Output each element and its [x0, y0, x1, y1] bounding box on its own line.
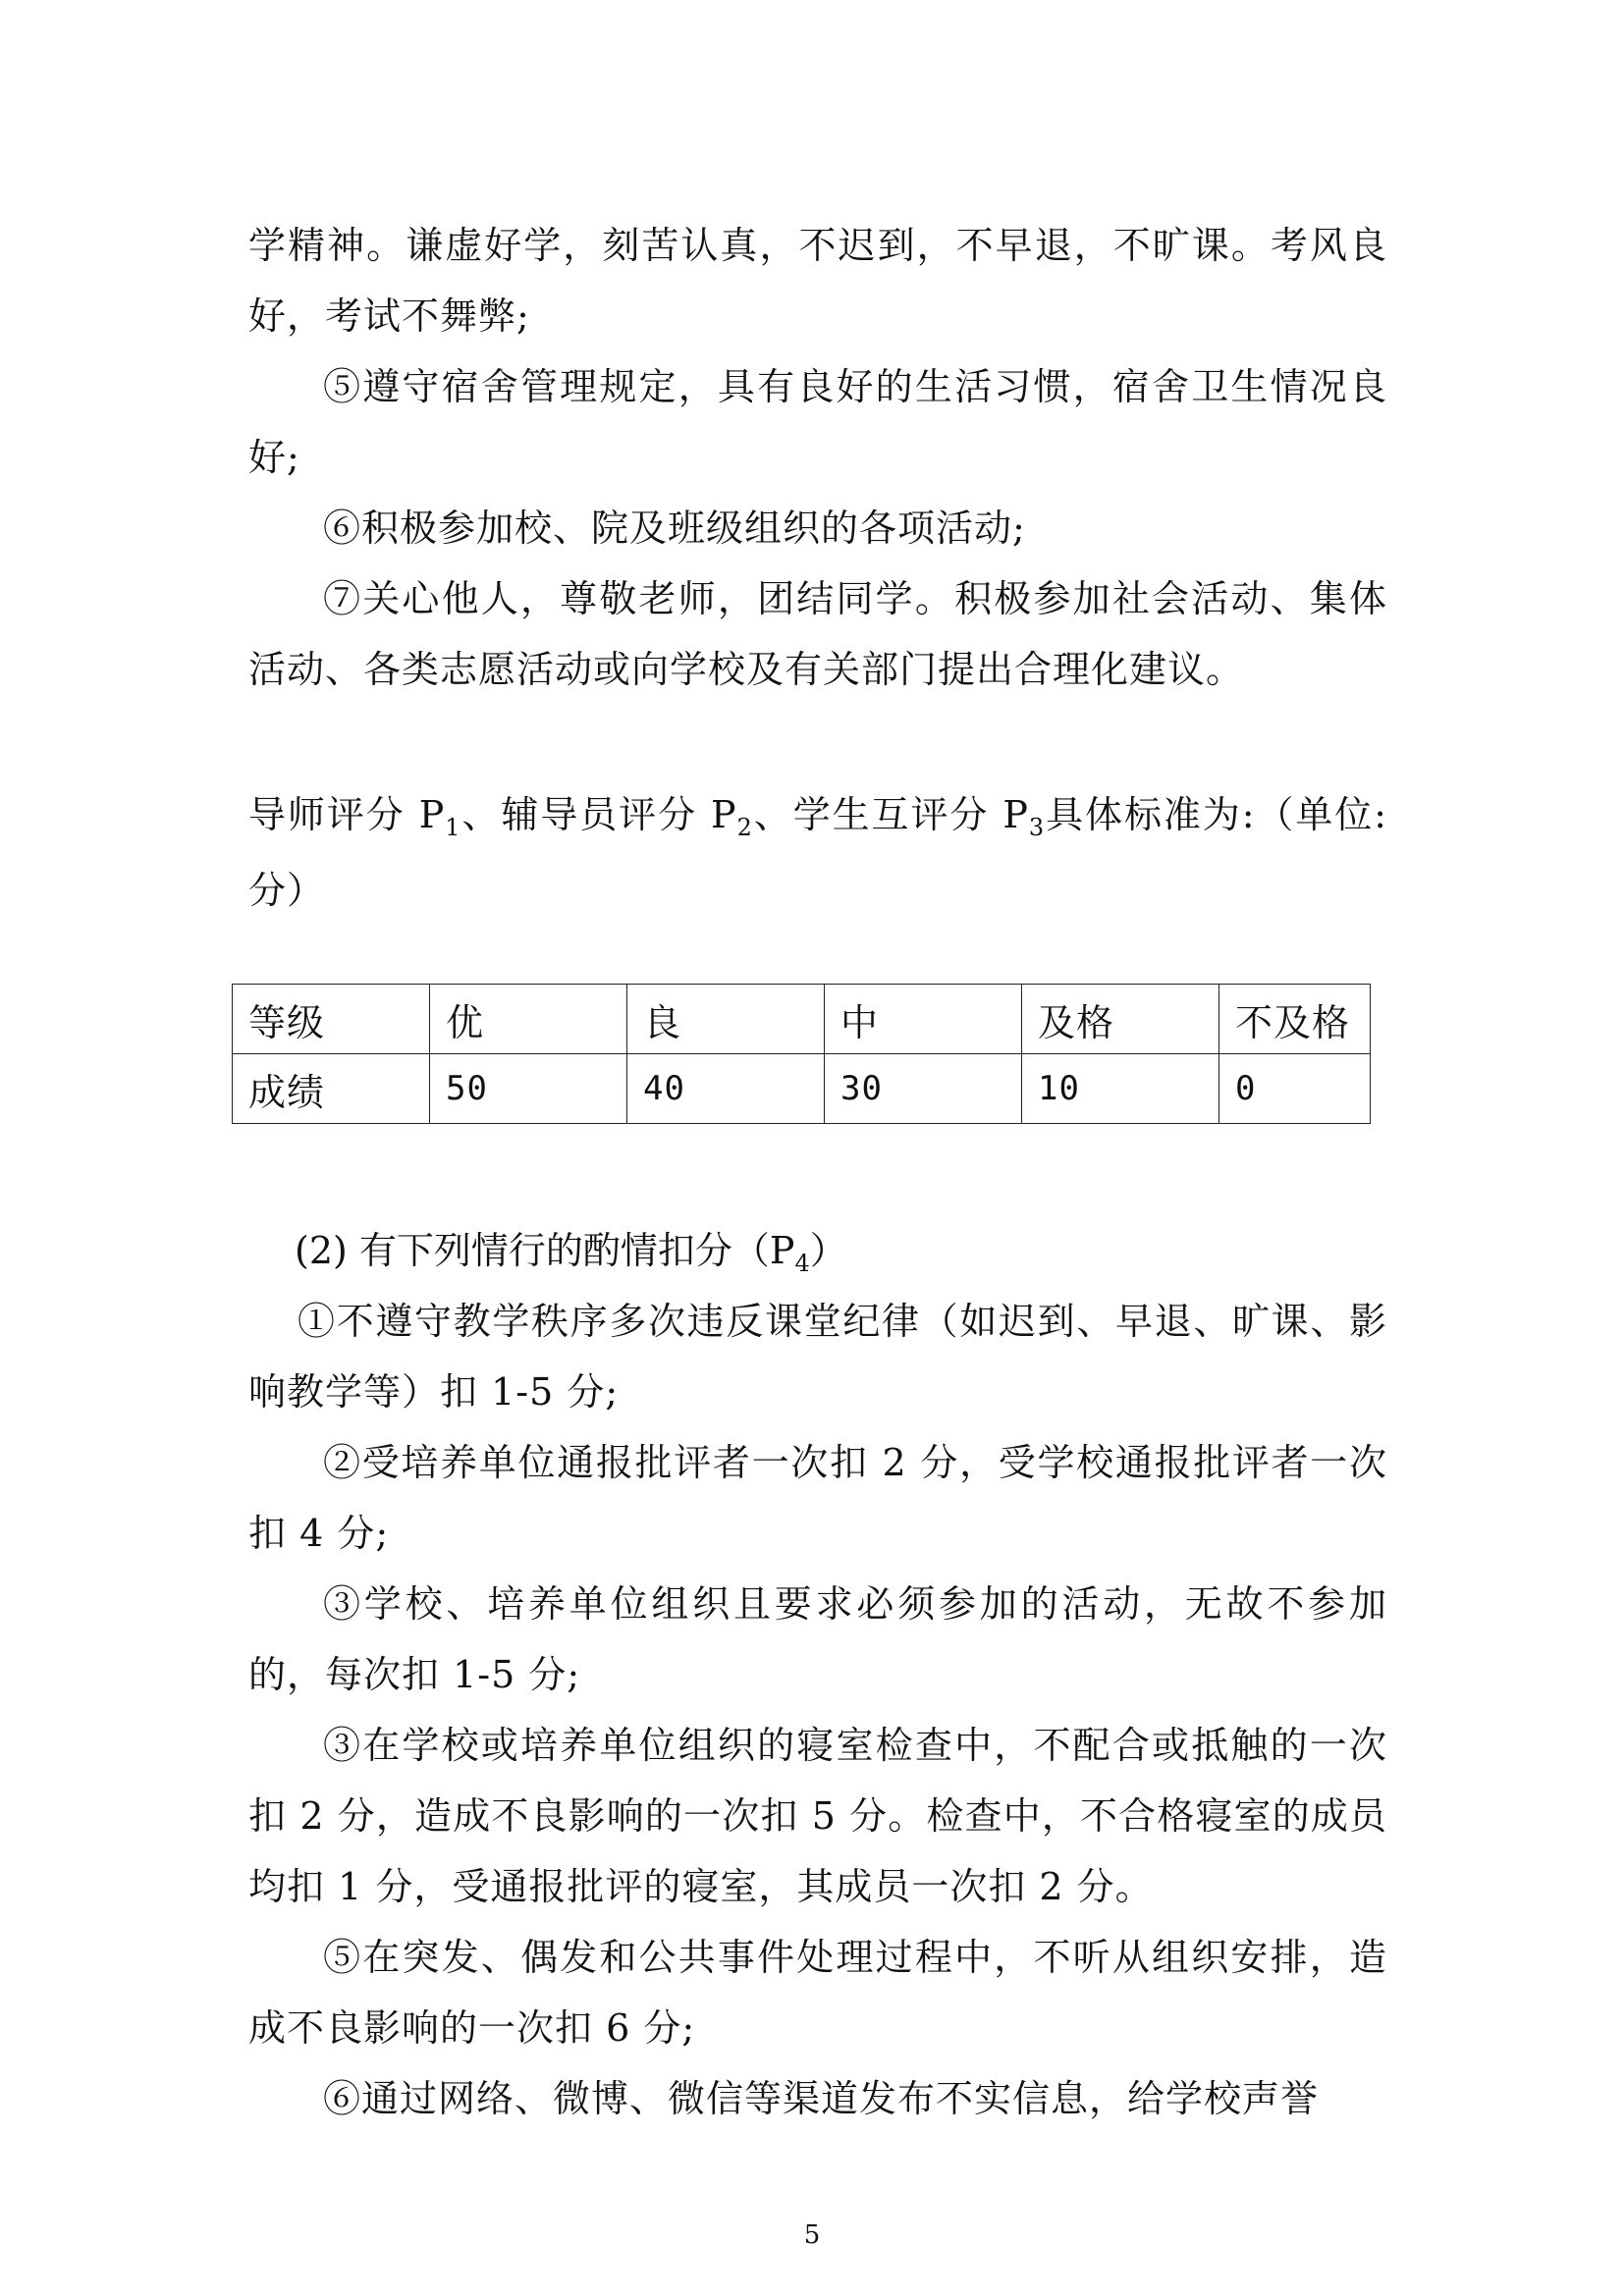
section-heading-deductions: (2) 有下列情行的酌情扣分$(P_4)$: [295, 1229, 847, 1277]
deduction-item-2: ②受培养单位通报批评者一次扣 2 分，受学校通报批评者一次扣 4 分;: [248, 1441, 1387, 1555]
page-number: 5: [803, 2220, 821, 2250]
table-cell: 不及格: [1219, 985, 1371, 1054]
table-row: [233, 1054, 1371, 1124]
table-cell: 优: [430, 985, 627, 1054]
table-cell: 40: [627, 1054, 825, 1124]
table-cell: 成绩: [233, 1054, 430, 1124]
table-cell: 0: [1219, 1054, 1371, 1124]
table-cell: 及格: [1022, 985, 1219, 1054]
deduction-item-6: ⑥通过网络、微博、微信等渠道发布不实信息，给学校声誉: [323, 2077, 1320, 2120]
table-cell: 良: [627, 985, 825, 1054]
table-cell: 等级: [233, 985, 430, 1054]
deduction-item-1: ①不遵守教学秩序多次违反课堂纪律（如迟到、早退、旷课、影响教学等）扣 1-5 分;: [248, 1300, 1387, 1414]
table-cell: 50: [430, 1054, 627, 1124]
deduction-item-3: ③学校、培养单位组织且要求必须参加的活动，无故不参加的，每次扣 1-5 分;: [248, 1582, 1387, 1696]
scoring-standard-intro: 导师评分 $P_1$、辅导员评分 $P_2$、学生互评分 $P_3$具体标准为:（单位:分）: [248, 793, 1387, 912]
table-header-row: [233, 985, 1371, 1054]
paragraph-item-6: ⑥积极参加校、院及班级组织的各项活动;: [323, 507, 1026, 550]
grade-score-table: [232, 984, 1371, 1124]
table-cell: 中: [825, 985, 1022, 1054]
deduction-item-5: ⑤在突发、偶发和公共事件处理过程中，不听从组织安排，造成不良影响的一次扣 6 分;: [248, 1936, 1387, 2050]
paragraph-item-5: ⑤遵守宿舍管理规定，具有良好的生活习惯，宿舍卫生情况良好;: [248, 365, 1387, 479]
table-cell: 30: [825, 1054, 1022, 1124]
paragraph-continued: 学精神。谦虚好学，刻苦认真，不迟到，不早退，不旷课。考风良好，考试不舞弊;: [248, 224, 1387, 338]
deduction-item-4: ③在学校或培养单位组织的寝室检查中，不配合或抵触的一次扣 2 分，造成不良影响的一次扣 5 分。检查中，不合格寝室的成员均扣 1 分，受通报批评的寝室，其成员一次扣 2 分。: [248, 1724, 1387, 1908]
table-cell: 10: [1022, 1054, 1219, 1124]
paragraph-item-7: ⑦关心他人，尊敬老师，团结同学。积极参加社会活动、集体活动、各类志愿活动或向学校及有关部门提出合理化建议。: [248, 577, 1387, 691]
